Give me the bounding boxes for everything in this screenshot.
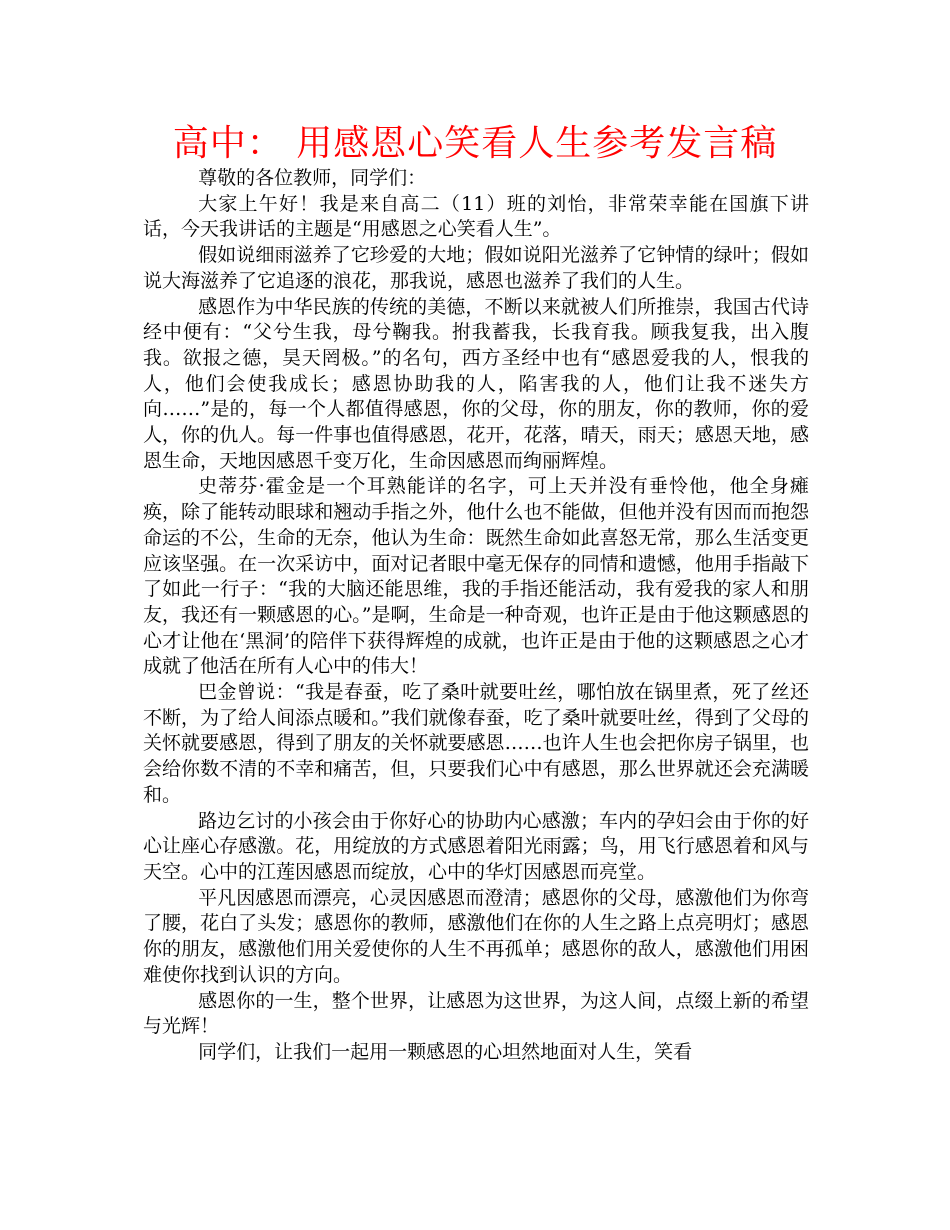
paragraph-hawking: 史蒂芬·霍金是一个耳熟能详的名字，可上天并没有垂怜他，他全身瘫痪，除了能转动眼球和翘动手指之外，他什么也不能做，但他并没有因而而抱怨命运的不公，生命的无奈，他认为生命：既然生命如此喜怒无常，那么生活变更应该坚强。在一次采访中，面对记者眼中毫无保存的同情和遗憾，他用手指敲下了如此一行子：“我的大脑还能思维，我的手指还能活动，我有爱我的家人和朋友，我还有一颗感恩的心。”是啊，生命是一种奇观，也许正是由于他这颗感恩的心才让他在‘黑洞’的陪伴下获得辉煌的成就，也许正是由于他的这颗感恩之心才成就了他活在所有人心中的伟大！ bbox=[143, 475, 809, 678]
paragraph-gratitude-virtue: 感恩作为中华民族的传统的美德，不断以来就被人们所推崇，我国古代诗经中便有：“父兮生我，母兮鞠我。拊我蓄我，长我育我。顾我复我，出入腹我。欲报之德，昊天罔极。”的名句，西方圣经中也有“感恩爱我的人，恨我的人，他们会使我成长；感恩协助我的人，陷害我的人，他们让我不迷失方向……”是的，每一个人都值得感恩，你的父母，你的朋友，你的教师，你的爱人，你的仇人。每一件事也值得感恩，花开，花落，晴天，雨天；感恩天地，感恩生命，天地因感恩千变万化，生命因感恩而绚丽辉煌。 bbox=[143, 295, 809, 472]
paragraph-salutation: 尊敬的各位教师，同学们： bbox=[198, 167, 427, 189]
paragraph-closing: 同学们，让我们一起用一颗感恩的心坦然地面对人生，笑看 bbox=[198, 1040, 693, 1063]
paragraph-roadside: 路边乞讨的小孩会由于你好心的协助内心感激；车内的孕妇会由于你的好心让座心存感激。花，用绽放的方式感恩着阳光雨露；鸟，用飞行感恩着和风与天空。心中的江莲因感恩而绽放，心中的华灯因感恩而亮堂。 bbox=[143, 809, 809, 883]
paragraph-ordinary: 平凡因感恩而漂亮，心灵因感恩而澄清；感恩你的父母，感激他们为你弯了腰，花白了头发；感恩你的教师，感激他们在你的人生之路上点亮明灯；感恩你的朋友，感激他们用关爱使你的人生不再孤单；感恩你的敌人，感激他们用困难使你找到认识的方向。 bbox=[143, 886, 809, 986]
paragraph-bajin: 巴金曾说：“我是春蚕，吃了桑叶就要吐丝，哪怕放在锅里煮，死了丝还不断，为了给人间添点暖和。”我们就像春蚕，吃了桑叶就要吐丝，得到了父母的关怀就要感恩，得到了朋友的关怀就要感恩……也许人生也会把你房子锅里，也会给你数不清的不幸和痛苦，但，只要我们心中有感恩，那么世界就还会充满暖和。 bbox=[143, 681, 809, 806]
paragraph-lifetime: 感恩你的一生，整个世界，让感恩为这世界，为这人间，点缀上新的希望与光辉！ bbox=[143, 989, 809, 1038]
paragraph-metaphor: 假如说细雨滋养了它珍爱的大地；假如说阳光滋养了它钟情的绿叶；假如说大海滋养了它追逐的浪花，那我说，感恩也滋养了我们的人生。 bbox=[143, 244, 809, 292]
document-body bbox=[143, 166, 809, 1066]
document-title: 高中： 用感恩心笑看人生参考发言稿 bbox=[172, 123, 778, 164]
paragraph-greeting: 大家上午好！我是来自高二（11）班的刘怡，非常荣幸能在国旗下讲话，今天我讲话的主题是“用感恩之心笑看人生”。 bbox=[143, 192, 809, 241]
